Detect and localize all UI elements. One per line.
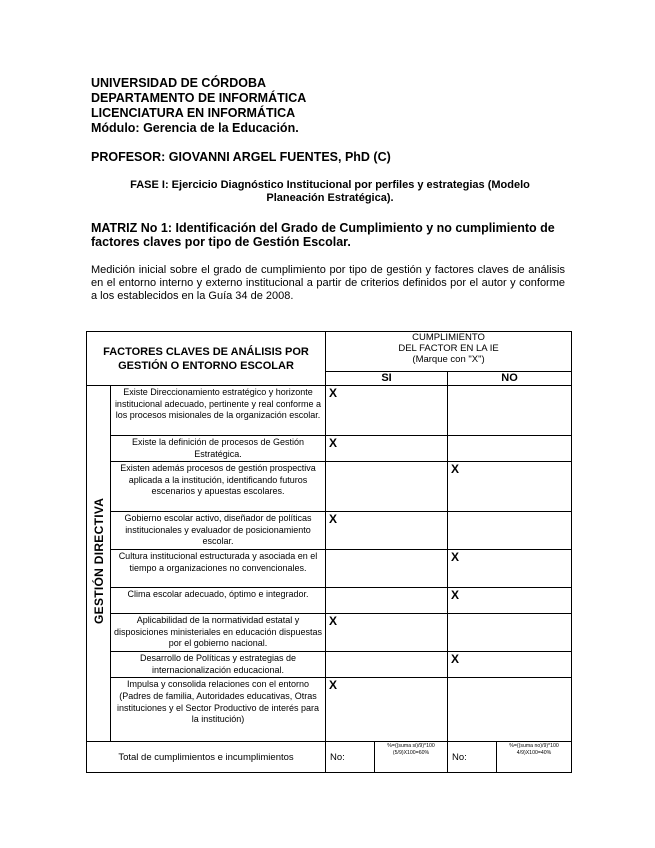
si-formula: %=((suma si)/9)*100 (5/9)X100=60% xyxy=(387,743,435,756)
department-name: DEPARTAMENTO DE INFORMÁTICA xyxy=(91,91,307,105)
no-mark xyxy=(448,678,572,742)
si-mark: X xyxy=(326,678,448,742)
si-mark: X xyxy=(326,436,448,462)
factors-header: FACTORES CLAVES DE ANÁLISIS POR GESTIÓN O ENTORNO ESCOLAR xyxy=(87,332,326,386)
si-mark xyxy=(326,550,448,588)
no-no-label: No: xyxy=(448,742,497,772)
factor-cell: Desarrollo de Políticas y estrategias de internacionalización educacional. xyxy=(111,652,326,678)
no-mark: X xyxy=(448,462,572,512)
compliance-header-line-1: CUMPLIMIENTO xyxy=(412,332,485,343)
factor-cell: Gobierno escolar activo, diseñador de políticas institucionales y evaluador de posicionamiento escolar. xyxy=(111,512,326,550)
si-mark: X xyxy=(326,386,448,436)
no-total-cell xyxy=(448,742,572,773)
no-mark: X xyxy=(448,550,572,588)
factor-cell: Existen además procesos de gestión prospectiva aplicada a la institución, identificando futuros escenarios y apuestas escolares. xyxy=(111,462,326,512)
document-header xyxy=(91,76,306,136)
compliance-header-line-2: DEL FACTOR EN LA IE xyxy=(398,343,499,354)
factor-cell: Clima escolar adecuado, óptimo e integrador. xyxy=(111,588,326,614)
si-header: SI xyxy=(326,372,448,386)
si-no-label: No: xyxy=(326,742,375,772)
no-formula: %=((suma no)/9)*100 4/9)X100=40% xyxy=(509,743,559,756)
section-label-cell xyxy=(87,386,111,742)
section-label: GESTIÓN DIRECTIVA xyxy=(91,497,106,624)
no-mark: X xyxy=(448,588,572,614)
factor-cell: Cultura institucional estructurada y asociada en el tiempo a organizaciones no convencionales. xyxy=(111,550,326,588)
total-label: Total de cumplimientos e incumplimientos xyxy=(87,742,326,773)
compliance-header xyxy=(326,332,572,372)
phase-title: FASE I: Ejercicio Diagnóstico Institucional por perfiles y estrategias (Modelo Planeación Estratégica). xyxy=(130,179,530,204)
no-mark xyxy=(448,436,572,462)
university-name: UNIVERSIDAD DE CÓRDOBA xyxy=(91,76,267,90)
intro-paragraph: Medición inicial sobre el grado de cumplimiento por tipo de gestión y factores claves de análisis en el entorno interno y externo institucional a partir de criterios definidos por el autor y conforme a los establecidos en la Guía 34 de 2008. xyxy=(91,264,565,302)
si-mark: X xyxy=(326,614,448,652)
no-mark: X xyxy=(448,652,572,678)
factor-cell: Aplicabilidad de la normatividad estatal y disposiciones ministeriales en educación dispuestas por el gobierno nacional. xyxy=(111,614,326,652)
compliance-matrix xyxy=(86,331,572,773)
si-mark xyxy=(326,462,448,512)
matrix-title: MATRIZ No 1: Identificación del Grado de Cumplimiento y no cumplimiento de factores claves por tipo de Gestión Escolar. xyxy=(91,221,555,249)
si-mark xyxy=(326,652,448,678)
program-name: LICENCIATURA EN INFORMÁTICA xyxy=(91,106,296,120)
professor-name: PROFESOR: GIOVANNI ARGEL FUENTES, PhD (C) xyxy=(91,150,391,164)
si-mark xyxy=(326,588,448,614)
factor-cell: Existe Direccionamiento estratégico y horizonte institucional adecuado, pertinente y real conforme a los procesos misionales de la organización escolar. xyxy=(111,386,326,436)
no-mark xyxy=(448,386,572,436)
no-mark xyxy=(448,512,572,550)
si-mark: X xyxy=(326,512,448,550)
no-mark xyxy=(448,614,572,652)
module-name: Módulo: Gerencia de la Educación. xyxy=(91,121,299,135)
si-total-cell xyxy=(326,742,448,773)
factor-cell: Existe la definición de procesos de Gestión Estratégica. xyxy=(111,436,326,462)
compliance-header-line-3: (Marque con "X") xyxy=(412,354,485,365)
factor-cell: Impulsa y consolida relaciones con el entorno (Padres de familia, Autoridades educativas, Otras instituciones y el Sector Productivo de interés para la institución) xyxy=(111,678,326,742)
no-header: NO xyxy=(448,372,572,386)
